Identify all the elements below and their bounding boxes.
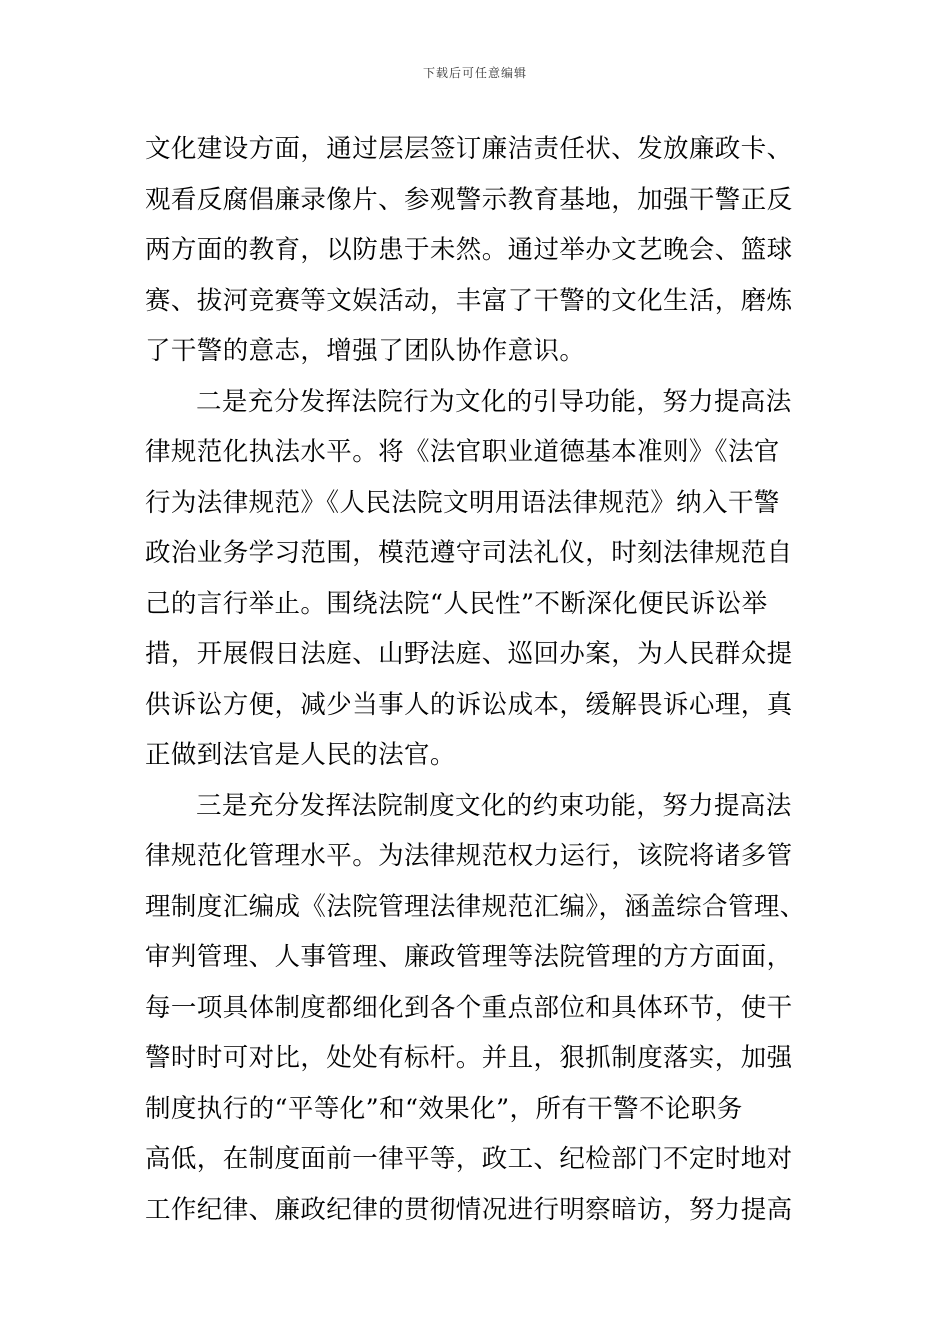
text-line: 制度执行的“平等化”和“效果化”，所有干警不论职务 (145, 1093, 743, 1124)
text-line: 观看反腐倡廉录像片、参观警示教育基地，加强干警正反 (145, 184, 793, 215)
text-line: 赛、拔河竞赛等文娱活动，丰富了干警的文化生活，磨炼 (145, 285, 793, 316)
text-line: 审判管理、人事管理、廉政管理等法院管理的方方面面， (145, 942, 793, 972)
text-line: 高低，在制度面前一律平等，政工、纪检部门不定时地对 (145, 1144, 793, 1174)
paragraph-start-line: 二是充分发挥法院行为文化的引导功能，努力提高法 (196, 386, 792, 417)
text-line: 理制度汇编成《法院管理法律规范汇编》，涵盖综合管理、 (145, 891, 806, 922)
text-line: 文化建设方面，通过层层签订廉洁责任状、发放廉政卡、 (145, 134, 793, 164)
text-line: 政治业务学习范围，模范遵守司法礼仪，时刻法律规范自 (145, 538, 793, 568)
text-line: 两方面的教育，以防患于未然。通过举办文艺晚会、篮球 (145, 235, 793, 265)
text-line: 行为法律规范》《人民法院文明用语法律规范》纳入干警 (145, 487, 780, 518)
paragraph-start-line: 三是充分发挥法院制度文化的约束功能，努力提高法 (196, 790, 792, 821)
text-line: 措，开展假日法庭、山野法庭、巡回办案，为人民群众提 (145, 639, 793, 669)
document-body (145, 124, 810, 1235)
text-line: 律规范化执法水平。将《法官职业道德基本准则》《法官 (145, 437, 780, 467)
text-line: 了干警的意志，增强了团队协作意识。 (145, 336, 586, 366)
header-note: 下载后可任意编辑 (422, 66, 527, 80)
text-line: 正做到法官是人民的法官。 (145, 740, 456, 770)
text-line: 警时时可对比，处处有标杆。并且，狠抓制度落实，加强 (145, 1043, 793, 1073)
text-line: 供诉讼方便，减少当事人的诉讼成本，缓解畏诉心理，真 (145, 689, 793, 720)
text-line: 工作纪律、廉政纪律的贯彻情况进行明察暗访，努力提高 (145, 1194, 793, 1225)
text-line: 己的言行举止。围绕法院“人民性”不断深化便民诉讼举 (145, 588, 768, 619)
text-line: 每一项具体制度都细化到各个重点部位和具体环节，使干 (145, 992, 793, 1023)
text-line: 律规范化管理水平。为法律规范权力运行，该院将诸多管 (145, 841, 793, 871)
